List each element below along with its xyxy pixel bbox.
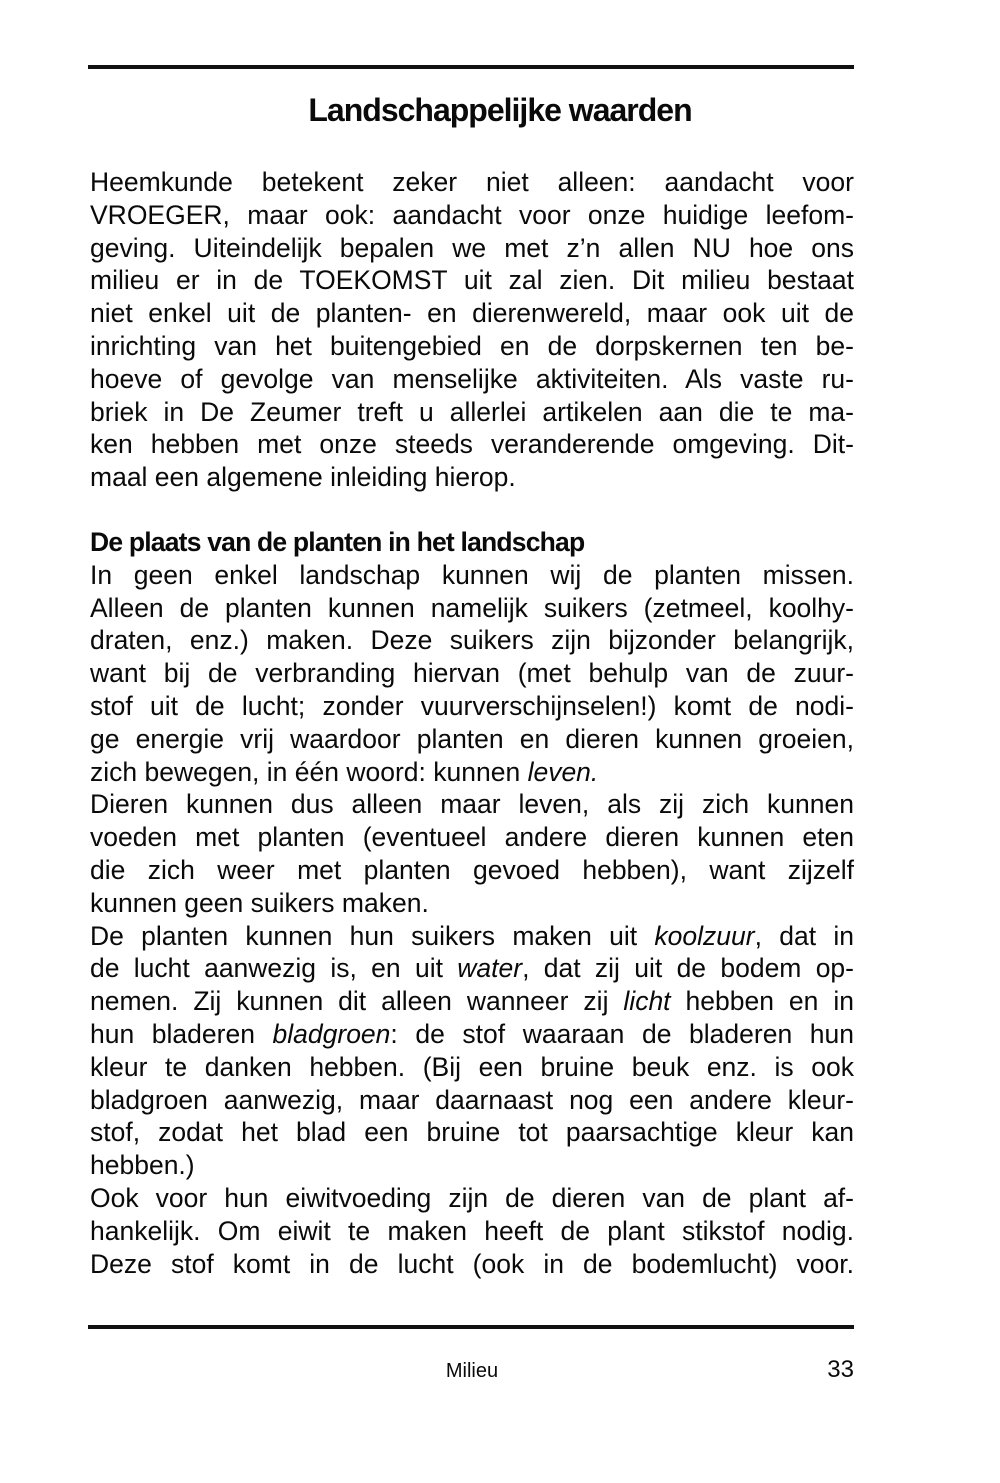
text-line: [90, 1018, 854, 1051]
text-run: kleur te danken hebben. (Bij een bruine beuk enz. is ook: [90, 1051, 854, 1082]
text-line: VROEGER, maar ook: aandacht voor onze huidige leefom-: [90, 199, 854, 230]
text-line: [90, 1248, 854, 1281]
text-run: hebben.): [90, 1150, 195, 1181]
text-line: [90, 1215, 854, 1248]
text-line: maal een algemene inleiding hierop.: [90, 462, 516, 493]
text-run: In geen enkel landschap kunnen wij de planten missen.: [90, 559, 854, 590]
text-line: hoeve of gevolge van menselijke aktiviteiten. Als vaste ru-: [90, 363, 854, 394]
emphasized-term: licht: [623, 986, 671, 1017]
intro-paragraph: [90, 166, 854, 494]
text-line: [90, 1116, 854, 1149]
text-line: [90, 788, 854, 821]
text-line: [90, 723, 854, 756]
text-run: hankelijk. Om eiwit te maken heeft de plant stikstof nodig.: [90, 1215, 854, 1246]
text-run: hebben en in: [670, 986, 854, 1017]
text-line: Heemkunde betekent zeker niet alleen: aandacht voor: [90, 167, 854, 197]
text-run: hun bladeren: [90, 1018, 273, 1049]
page-number: 33: [827, 1356, 854, 1383]
text-line: [90, 821, 854, 854]
text-run: De planten kunnen hun suikers maken uit: [90, 920, 655, 951]
text-line: milieu er in de TOEKOMST uit zal zien. Dit milieu bestaat: [90, 265, 854, 296]
text-line: [90, 1051, 854, 1084]
text-run: draten, enz.) maken. Deze suikers zijn bijzonder belangrijk,: [90, 625, 854, 656]
section-plants: [90, 526, 854, 1280]
emphasized-term: water: [457, 953, 523, 984]
text-line: [90, 1084, 854, 1117]
text-line: [90, 624, 854, 657]
text-line: [90, 887, 854, 920]
text-run: Deze stof komt in de lucht (ook in de bodemlucht) voor.: [90, 1248, 854, 1279]
text-line: [90, 559, 854, 592]
footer-section-label: Milieu: [445, 1360, 499, 1382]
text-run: zich bewegen, in één woord: kunnen: [90, 756, 528, 787]
emphasized-term: bladgroen: [272, 1018, 391, 1049]
text-run: kunnen geen suikers maken.: [90, 887, 429, 918]
text-line: inrichting van het buitengebied en de dorpskernen ten be-: [90, 330, 854, 361]
text-line: ken hebben met onze steeds veranderende omgeving. Dit-: [90, 429, 854, 460]
text-run: : de stof waaraan de bladeren hun: [390, 1018, 854, 1049]
text-run: want bij de verbranding hiervan (met behulp van de zuur-: [90, 658, 854, 689]
text-line: [90, 657, 854, 690]
emphasized-term: koolzuur: [654, 920, 755, 951]
text-run: de lucht aanwezig is, en uit: [90, 953, 458, 984]
text-line: geving. Uiteindelijk bepalen we met z’n allen NU hoe ons: [90, 232, 854, 263]
text-line: [90, 920, 854, 953]
text-run: Dieren kunnen dus alleen maar leven, als zij zich kunnen: [90, 789, 854, 820]
text-line: briek in De Zeumer treft u allerlei artikelen aan die te ma-: [90, 396, 854, 427]
text-run: die zich weer met planten gevoed hebben), want zijzelf: [90, 854, 854, 885]
text-line: [90, 854, 854, 887]
text-run: , dat in: [754, 920, 854, 951]
section-heading: De plaats van de planten in het landschap: [90, 527, 585, 557]
page-title: Landschappelijke waarden: [308, 92, 692, 128]
text-line: [90, 1149, 854, 1182]
text-run: Alleen de planten kunnen namelijk suikers (zetmeel, koolhy-: [90, 592, 854, 623]
text-run: voeden met planten (eventueel andere dieren kunnen eten: [90, 822, 854, 853]
text-run: nemen. Zij kunnen dit alleen wanneer zij: [90, 986, 624, 1017]
text-run: , dat zij uit de bodem op-: [522, 953, 854, 984]
emphasized-term: leven.: [527, 756, 599, 787]
text-line: [90, 690, 854, 723]
text-line: [90, 592, 854, 625]
text-run: stof uit de lucht; zonder vuurverschijnselen!) komt de nodi-: [90, 690, 854, 721]
section-body: [90, 559, 854, 1281]
text-line: [90, 756, 854, 789]
text-run: stof, zodat het blad een bruine tot paarsachtige kleur kan: [90, 1117, 854, 1148]
text-line: niet enkel uit de planten- en dierenwereld, maar ook uit de: [90, 298, 854, 329]
text-run: ge energie vrij waardoor planten en dieren kunnen groeien,: [90, 723, 854, 754]
text-line: [90, 952, 854, 985]
text-run: Ook voor hun eiwitvoeding zijn de dieren van de plant af-: [90, 1182, 854, 1213]
bottom-rule: [88, 1325, 854, 1329]
text-run: bladgroen aanwezig, maar daarnaast nog een andere kleur-: [90, 1084, 854, 1115]
text-line: [90, 985, 854, 1018]
text-line: [90, 1182, 854, 1215]
top-rule: [88, 65, 854, 69]
